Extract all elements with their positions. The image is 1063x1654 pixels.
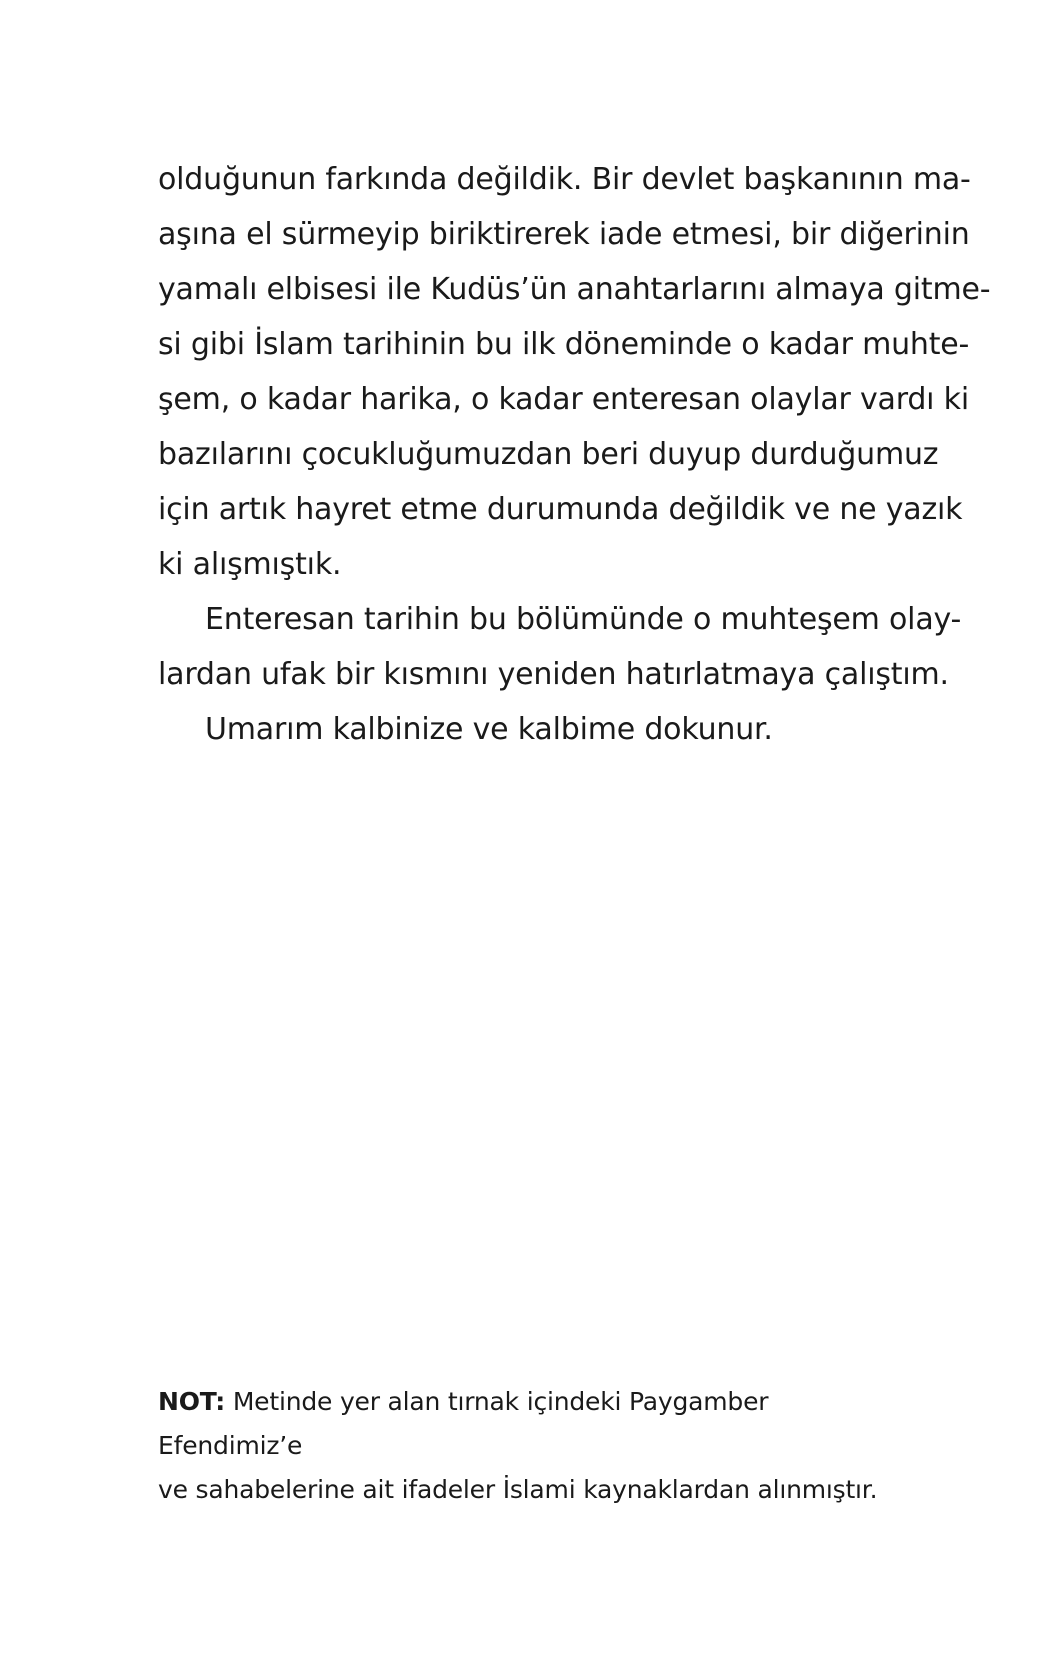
footnote-line: ve sahabelerine ait ifadeler İslami kaynaklardan alınmıştır. [158,1475,878,1504]
footnote-text: Metinde yer alan tırnak içindeki Paygamber Efendimiz’e [158,1387,769,1460]
body-text [158,152,991,757]
text-line: ki alışmıştık. [158,547,342,582]
text-line: olduğunun farkında değildik. Bir devlet başkanının ma- [158,162,971,197]
text-line: Enteresan tarihin bu bölümünde o muhteşem olay- [205,602,962,637]
text-line: lardan ufak bir kısmını yeniden hatırlatmaya çalıştım. [158,657,949,692]
text-line: aşına el sürmeyip biriktirerek iade etmesi, bir diğerinin [158,217,970,252]
footnote-line [158,1380,918,1468]
text-line: si gibi İslam tarihinin bu ilk döneminde o kadar muhte- [158,327,970,362]
footnote-label: NOT: [158,1387,226,1416]
text-line: bazılarını çocukluğumuzdan beri duyup durduğumuz [158,437,939,472]
footnote [158,1380,918,1512]
text-line: için artık hayret etme durumunda değildik ve ne yazık [158,492,963,527]
text-line: yamalı elbisesi ile Kudüs’ün anahtarlarını almaya gitme- [158,272,991,307]
text-line: şem, o kadar harika, o kadar enteresan olaylar vardı ki [158,382,969,417]
text-line: Umarım kalbinize ve kalbime dokunur. [205,712,773,747]
